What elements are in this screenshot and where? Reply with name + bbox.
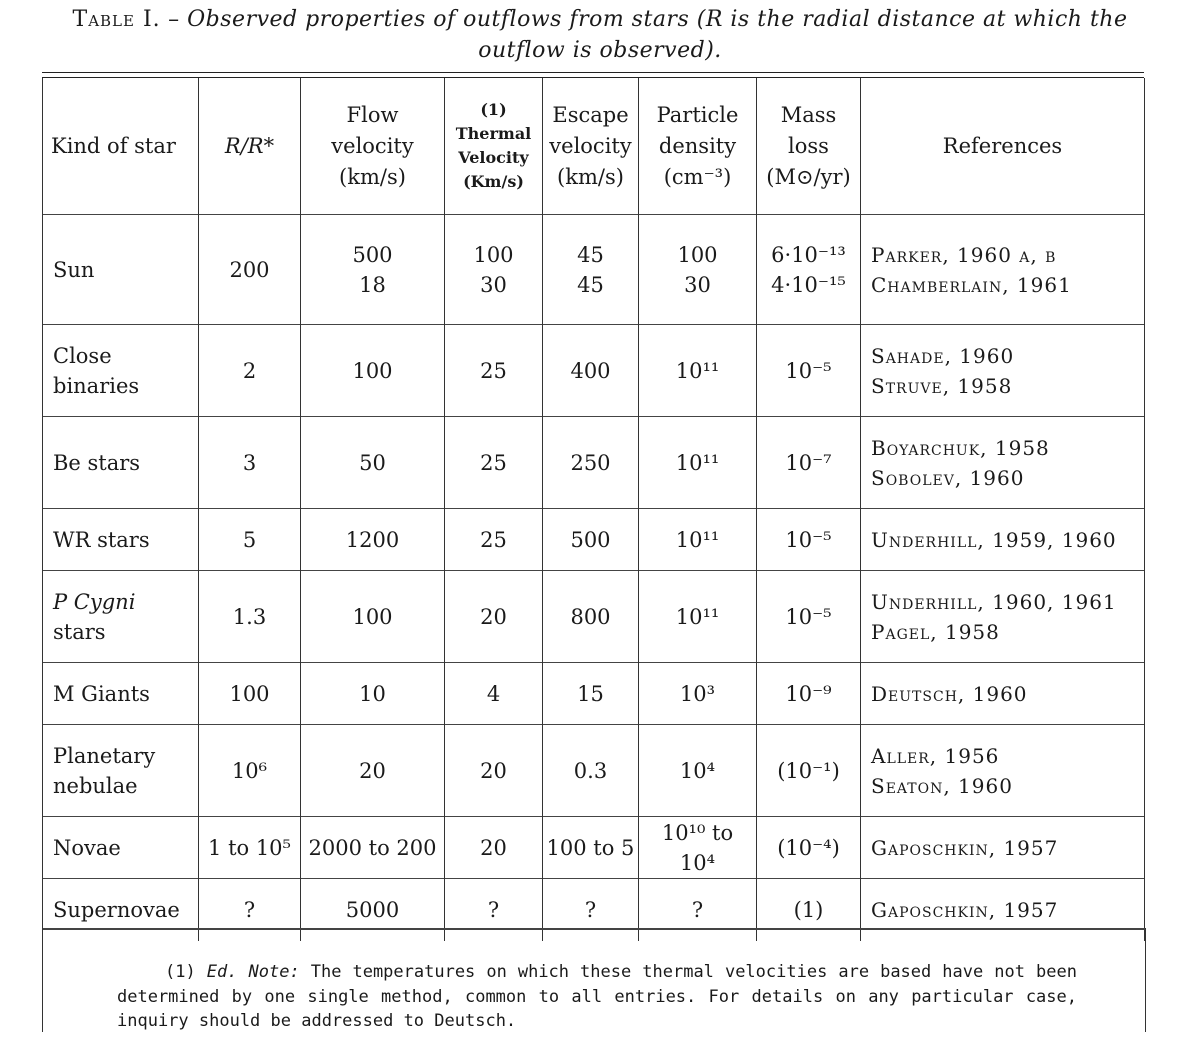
particle-density-cell (639, 325, 757, 417)
escape-velocity-cell-line: 800 (570, 604, 611, 629)
references-cell-line: Gaposchkin, 1957 (871, 835, 1059, 860)
references-cell-line: Gaposchkin, 1957 (871, 897, 1059, 922)
mass-loss-cell-line: 6·10⁻¹³ (771, 242, 846, 267)
particle-density-cell (639, 509, 757, 571)
kind-cell (43, 417, 199, 509)
references-cell (861, 571, 1145, 663)
references-cell-line: Chamberlain, 1961 (871, 272, 1072, 297)
kind-cell (43, 571, 199, 663)
flow-velocity-cell (301, 725, 445, 817)
kind-cell-line: WR stars (53, 527, 150, 552)
mass-loss-cell (757, 817, 861, 879)
escape-velocity-cell-line: 45 (577, 272, 604, 297)
escape-velocity-cell-line: 0.3 (573, 758, 608, 783)
thermal-velocity-cell-line: 25 (480, 527, 507, 552)
table-row (43, 571, 1145, 663)
radius-cell-line: 10⁶ (231, 758, 268, 783)
kind-cell-line: P Cygni (53, 589, 136, 614)
outflow-table-container (42, 72, 1144, 941)
thermal-velocity-cell-line: 100 (473, 242, 514, 267)
escape-velocity-cell (543, 663, 639, 725)
particle-density-cell (639, 417, 757, 509)
thermal-velocity-cell (445, 571, 543, 663)
header-kind: Kind of star (43, 78, 199, 215)
escape-velocity-cell-line: 100 to 5 (546, 835, 635, 860)
references-cell (861, 417, 1145, 509)
kind-cell-line: nebulae (53, 773, 138, 798)
flow-velocity-cell (301, 417, 445, 509)
particle-density-cell-line: 30 (684, 272, 711, 297)
mass-loss-cell (757, 509, 861, 571)
header-mass-line2: loss (788, 133, 829, 158)
mass-loss-cell-line: (10⁻¹) (777, 758, 840, 783)
particle-density-cell-line: 10⁴ (679, 758, 716, 783)
radius-cell-line: 5 (242, 527, 257, 552)
references-cell (861, 215, 1145, 325)
table-row (43, 325, 1145, 417)
references-cell-line: Parker, 1960 a, b (871, 242, 1057, 267)
mass-loss-cell (757, 725, 861, 817)
references-cell-line: Struve, 1958 (871, 373, 1013, 398)
kind-cell-line: Sun (53, 257, 95, 282)
references-cell-line: Pagel, 1958 (871, 619, 1000, 644)
flow-velocity-cell-line: 500 (352, 242, 393, 267)
kind-cell (43, 725, 199, 817)
references-cell (861, 325, 1145, 417)
escape-velocity-cell-line: 500 (570, 527, 611, 552)
header-density-line3: (cm⁻³) (663, 164, 732, 189)
header-thermal-line3: (Km/s) (463, 172, 524, 191)
references-cell-line: Boyarchuk, 1958 (871, 435, 1050, 460)
references-cell-line: Sahade, 1960 (871, 343, 1015, 368)
footnote-rule (43, 928, 1145, 930)
kind-cell-line: Close (53, 343, 112, 368)
mass-loss-cell-line: 4·10⁻¹⁵ (771, 272, 846, 297)
table-caption (40, 4, 1160, 66)
particle-density-cell-line: 10¹¹ (675, 450, 720, 475)
radius-cell-line: 100 (229, 681, 270, 706)
flow-velocity-cell-line: 5000 (345, 897, 400, 922)
table-row (43, 215, 1145, 325)
mass-loss-cell-line: (1) (793, 897, 824, 922)
particle-density-cell (639, 817, 757, 879)
flow-velocity-cell-line: 20 (359, 758, 386, 783)
mass-loss-cell (757, 571, 861, 663)
table-row (43, 817, 1145, 879)
flow-velocity-cell-line: 50 (359, 450, 386, 475)
header-escape-line2: velocity (549, 133, 632, 158)
thermal-velocity-cell-line: 25 (480, 450, 507, 475)
kind-cell (43, 325, 199, 417)
table-top-rule (42, 72, 1144, 73)
particle-density-cell (639, 725, 757, 817)
flow-velocity-cell (301, 817, 445, 879)
radius-cell-line: ? (243, 897, 256, 922)
escape-velocity-cell-line: 15 (577, 681, 604, 706)
mass-loss-cell-line: 10⁻⁵ (785, 604, 832, 629)
header-row (43, 78, 1145, 215)
header-flow-line2: velocity (331, 133, 414, 158)
kind-cell (43, 663, 199, 725)
references-cell (861, 509, 1145, 571)
header-escape (543, 78, 639, 215)
mass-loss-cell (757, 663, 861, 725)
radius-cell (199, 215, 301, 325)
table-row (43, 417, 1145, 509)
flow-velocity-cell (301, 571, 445, 663)
header-density (639, 78, 757, 215)
references-cell (861, 817, 1145, 879)
radius-cell (199, 325, 301, 417)
footnote-text: The temperatures on which these thermal velocities are based have not been determined by one single method, common to all entries. For details on any particular case, inquiry should be addressed to Deutsch. (117, 962, 1077, 1031)
radius-cell (199, 663, 301, 725)
mass-loss-cell-line: 10⁻⁵ (785, 358, 832, 383)
references-cell-line: Underhill, 1959, 1960 (871, 527, 1117, 552)
flow-velocity-cell-line: 2000 to 200 (308, 835, 437, 860)
flow-velocity-cell (301, 663, 445, 725)
header-radius: R/R* (199, 78, 301, 215)
mass-loss-cell (757, 417, 861, 509)
radius-cell (199, 509, 301, 571)
escape-velocity-cell-line: 250 (570, 450, 611, 475)
escape-velocity-cell-line: ? (584, 897, 597, 922)
kind-cell-line: Planetary (53, 743, 156, 768)
caption-dash: – (168, 7, 180, 32)
header-flow (301, 78, 445, 215)
particle-density-cell-line: 10¹⁰ to 10⁴ (661, 820, 734, 875)
thermal-velocity-cell (445, 215, 543, 325)
caption-text: Observed properties of outflows from stars (R is the radial distance at which the outflow is observed). (187, 7, 1128, 63)
references-cell-line: Seaton, 1960 (871, 773, 1013, 798)
header-escape-line3: (km/s) (557, 164, 624, 189)
header-mass (757, 78, 861, 215)
mass-loss-cell (757, 215, 861, 325)
header-mass-line3: (M⊙/yr) (766, 164, 851, 189)
outflow-properties-table (42, 78, 1145, 941)
references-cell-line: Aller, 1956 (871, 743, 1000, 768)
header-density-line1: Particle (656, 102, 739, 127)
escape-velocity-cell (543, 571, 639, 663)
footnote (117, 960, 1077, 1034)
mass-loss-cell-line: (10⁻⁴) (777, 835, 840, 860)
radius-cell (199, 571, 301, 663)
flow-velocity-cell-line: 18 (359, 272, 386, 297)
escape-velocity-cell (543, 725, 639, 817)
thermal-velocity-cell-line: 4 (486, 681, 501, 706)
escape-velocity-cell-line: 400 (570, 358, 611, 383)
thermal-velocity-cell-line: 20 (480, 835, 507, 860)
references-cell (861, 663, 1145, 725)
escape-velocity-cell (543, 509, 639, 571)
table-row (43, 663, 1145, 725)
footnote-area (42, 928, 1146, 1032)
table-row (43, 725, 1145, 817)
flow-velocity-cell-line: 10 (359, 681, 386, 706)
particle-density-cell-line: 10¹¹ (675, 527, 720, 552)
escape-velocity-cell (543, 817, 639, 879)
thermal-velocity-cell-line: 30 (480, 272, 507, 297)
header-thermal-line1: Thermal (455, 124, 532, 143)
mass-loss-cell-line: 10⁻⁹ (785, 681, 832, 706)
header-flow-line3: (km/s) (339, 164, 406, 189)
table-row (43, 509, 1145, 571)
particle-density-cell (639, 215, 757, 325)
thermal-velocity-cell (445, 817, 543, 879)
thermal-velocity-cell (445, 509, 543, 571)
flow-velocity-cell-line: 1200 (345, 527, 400, 552)
mass-loss-cell-line: 10⁻⁵ (785, 527, 832, 552)
caption-label: Table I. (72, 7, 161, 32)
radius-cell-line: 200 (229, 257, 270, 282)
radius-cell (199, 417, 301, 509)
particle-density-cell (639, 571, 757, 663)
particle-density-cell-line: 10¹¹ (675, 604, 720, 629)
kind-cell-line: M Giants (53, 681, 150, 706)
kind-cell-line: Supernovae (53, 897, 180, 922)
flow-velocity-cell-line: 100 (352, 604, 393, 629)
radius-cell-line: 3 (242, 450, 257, 475)
particle-density-cell-line: 10³ (679, 681, 716, 706)
header-references: References (861, 78, 1145, 215)
thermal-velocity-cell (445, 663, 543, 725)
radius-cell-line: 1.3 (232, 604, 267, 629)
kind-cell (43, 509, 199, 571)
kind-cell-line: Novae (53, 835, 121, 860)
mass-loss-cell-line: 10⁻⁷ (785, 450, 832, 475)
references-cell-line: Deutsch, 1960 (871, 681, 1028, 706)
references-cell-line: Sobolev, 1960 (871, 465, 1025, 490)
particle-density-cell-line: 10¹¹ (675, 358, 720, 383)
kind-cell-line: Be stars (53, 450, 141, 475)
thermal-velocity-cell (445, 725, 543, 817)
flow-velocity-cell (301, 325, 445, 417)
escape-velocity-cell (543, 417, 639, 509)
thermal-velocity-cell (445, 325, 543, 417)
radius-cell-line: 1 to 10⁵ (208, 835, 291, 860)
particle-density-cell-line: ? (691, 897, 704, 922)
header-thermal-line2: Velocity (458, 148, 529, 167)
header-thermal-note: (1) (480, 100, 507, 119)
footnote-label: Ed. Note: (206, 962, 300, 982)
references-cell (861, 725, 1145, 817)
particle-density-cell (639, 663, 757, 725)
table-body (43, 215, 1145, 941)
radius-cell-line: 2 (242, 358, 257, 383)
escape-velocity-cell-line: 45 (577, 242, 604, 267)
mass-loss-cell (757, 325, 861, 417)
header-mass-line1: Mass (780, 102, 837, 127)
escape-velocity-cell (543, 325, 639, 417)
thermal-velocity-cell-line: 25 (480, 358, 507, 383)
particle-density-cell-line: 100 (677, 242, 718, 267)
flow-velocity-cell (301, 509, 445, 571)
thermal-velocity-cell-line: 20 (480, 604, 507, 629)
thermal-velocity-cell-line: ? (487, 897, 500, 922)
kind-cell (43, 817, 199, 879)
escape-velocity-cell (543, 215, 639, 325)
header-density-line2: density (658, 133, 737, 158)
kind-cell-line: binaries (53, 373, 140, 398)
footnote-mark: (1) (165, 962, 196, 982)
flow-velocity-cell (301, 215, 445, 325)
header-flow-line1: Flow (346, 102, 399, 127)
header-thermal (445, 78, 543, 215)
kind-cell (43, 215, 199, 325)
header-escape-line1: Escape (552, 102, 629, 127)
radius-cell (199, 817, 301, 879)
flow-velocity-cell-line: 100 (352, 358, 393, 383)
kind-cell-line: stars (53, 619, 106, 644)
thermal-velocity-cell (445, 417, 543, 509)
references-cell-line: Underhill, 1960, 1961 (871, 589, 1117, 614)
radius-cell (199, 725, 301, 817)
thermal-velocity-cell-line: 20 (480, 758, 507, 783)
